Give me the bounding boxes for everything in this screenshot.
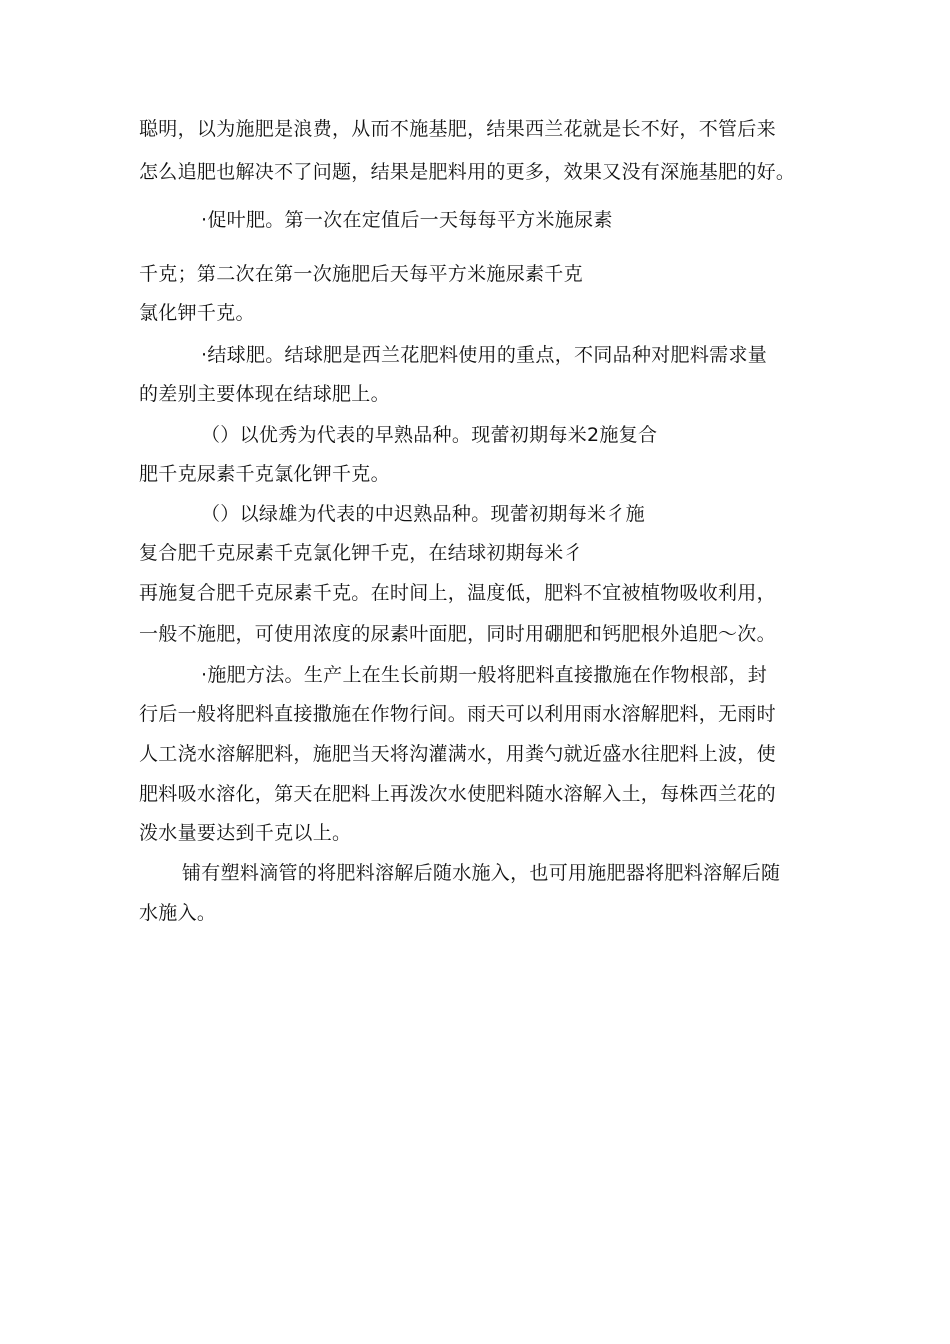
paragraph-line: ·促叶肥。第一次在定值后一天每每平方米施尿素	[201, 209, 613, 231]
paragraph-line: 人工浇水溶解肥料，施肥当天将沟灌满水，用粪勺就近盛水往肥料上波，使	[139, 743, 776, 765]
paragraph-line: （）以优秀为代表的早熟品种。现蕾初期每米2施复合	[201, 424, 658, 446]
paragraph-line: 肥料吸水溶化，第天在肥料上再泼次水使肥料随水溶解入土，每株西兰花的	[139, 783, 776, 805]
paragraph-line: 氯化钾千克。	[139, 302, 255, 324]
paragraph-line: 行后一般将肥料直接撒施在作物行间。雨天可以利用雨水溶解肥料，无雨时	[139, 703, 776, 725]
paragraph-line: 泼水量要达到千克以上。	[139, 822, 352, 844]
paragraph-line: 千克；第二次在第一次施肥后天每平方米施尿素千克	[139, 263, 583, 285]
paragraph-line: 肥千克尿素千克氯化钾千克。	[139, 463, 390, 485]
paragraph-line: 水施入。	[139, 902, 217, 924]
paragraph-line: 铺有塑料滴管的将肥料溶解后随水施入，也可用施肥器将肥料溶解后随	[182, 862, 781, 884]
paragraph-line: 聪明，以为施肥是浪费，从而不施基肥，结果西兰花就是长不好，不管后来	[139, 118, 776, 140]
paragraph-line: （）以绿雄为代表的中迟熟品种。现蕾初期每米彳施	[201, 503, 645, 525]
paragraph-line: 怎么追肥也解决不了问题，结果是肥料用的更多，效果又没有深施基肥的好。	[139, 161, 796, 183]
paragraph-line: 的差别主要体现在结球肥上。	[139, 383, 390, 405]
paragraph-line: ·结球肥。结球肥是西兰花肥料使用的重点，不同品种对肥料需求量	[201, 344, 768, 366]
paragraph-line: 复合肥千克尿素千克氯化钾千克，在结球初期每米彳	[139, 542, 583, 564]
paragraph-line: 一般不施肥，可使用浓度的尿素叶面肥，同时用硼肥和钙肥根外追肥〜次。	[139, 623, 776, 645]
paragraph-line: ·施肥方法。生产上在生长前期一般将肥料直接撒施在作物根部，封	[201, 664, 768, 686]
paragraph-line: 再施复合肥千克尿素千克。在时间上，温度低，肥料不宜被植物吸收利用，	[139, 582, 776, 604]
